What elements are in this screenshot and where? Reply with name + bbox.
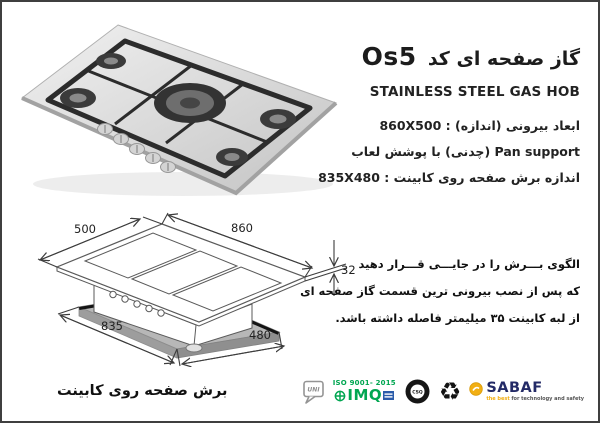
dim-label-835: 835 (101, 319, 123, 333)
csq-certificate-icon (404, 378, 431, 405)
installation-note (300, 251, 580, 332)
spec-outer-dimensions: ابعاد بیرونی (اندازه) : 860X500 (379, 118, 580, 133)
header-block (280, 38, 580, 191)
recycle-icon: ♻ (438, 377, 462, 406)
dim-label-480: 480 (249, 328, 271, 342)
csq-label: CSQ (412, 390, 423, 396)
product-code: Os5 (361, 42, 417, 71)
spec-cutout-dimensions: اندازه برش صفحه روی کابینت : 835X480 (318, 170, 580, 185)
sabaf-logo (469, 381, 584, 402)
imq-label: IMQ (347, 386, 383, 404)
note-line: از لبه کابینت ۳۵ میلیمتر فاصله داشته باشد. (335, 311, 580, 325)
sabaf-sun-icon (469, 382, 483, 396)
uni-label: UNI (307, 386, 320, 394)
dim-label-860: 860 (231, 221, 253, 235)
dim-label-500: 500 (74, 222, 96, 236)
note-line: که پس از نصب بیرونی ترین قسمت گاز صفحه ای (300, 284, 580, 298)
spec-pan-support: Pan support (چدنی) با پوشش لعاب (351, 144, 580, 159)
note-line: الگوی بـــرش را در جایـــی قـــرار دهید (358, 257, 580, 271)
cabinet-cut-caption: برش صفحه روی کابینت (57, 383, 228, 399)
page-title (280, 38, 580, 75)
title-persian: گاز صفحه ای کد (427, 48, 580, 70)
sabaf-label: SABAF (486, 380, 543, 397)
imq-circle-plus-icon (334, 390, 346, 402)
imq-flag-icon (383, 390, 394, 401)
spec-list (280, 113, 580, 191)
uni-certificate-icon (302, 378, 325, 405)
imq-logo (333, 380, 396, 403)
iso-label: ISO 9001- 2015 (332, 379, 396, 387)
subtitle-english: STAINLESS STEEL GAS HOB (369, 84, 580, 100)
dim-label-32: 32 (341, 263, 356, 277)
certification-logos (302, 378, 584, 405)
sabaf-tagline: the best for technology and safety (486, 395, 584, 402)
